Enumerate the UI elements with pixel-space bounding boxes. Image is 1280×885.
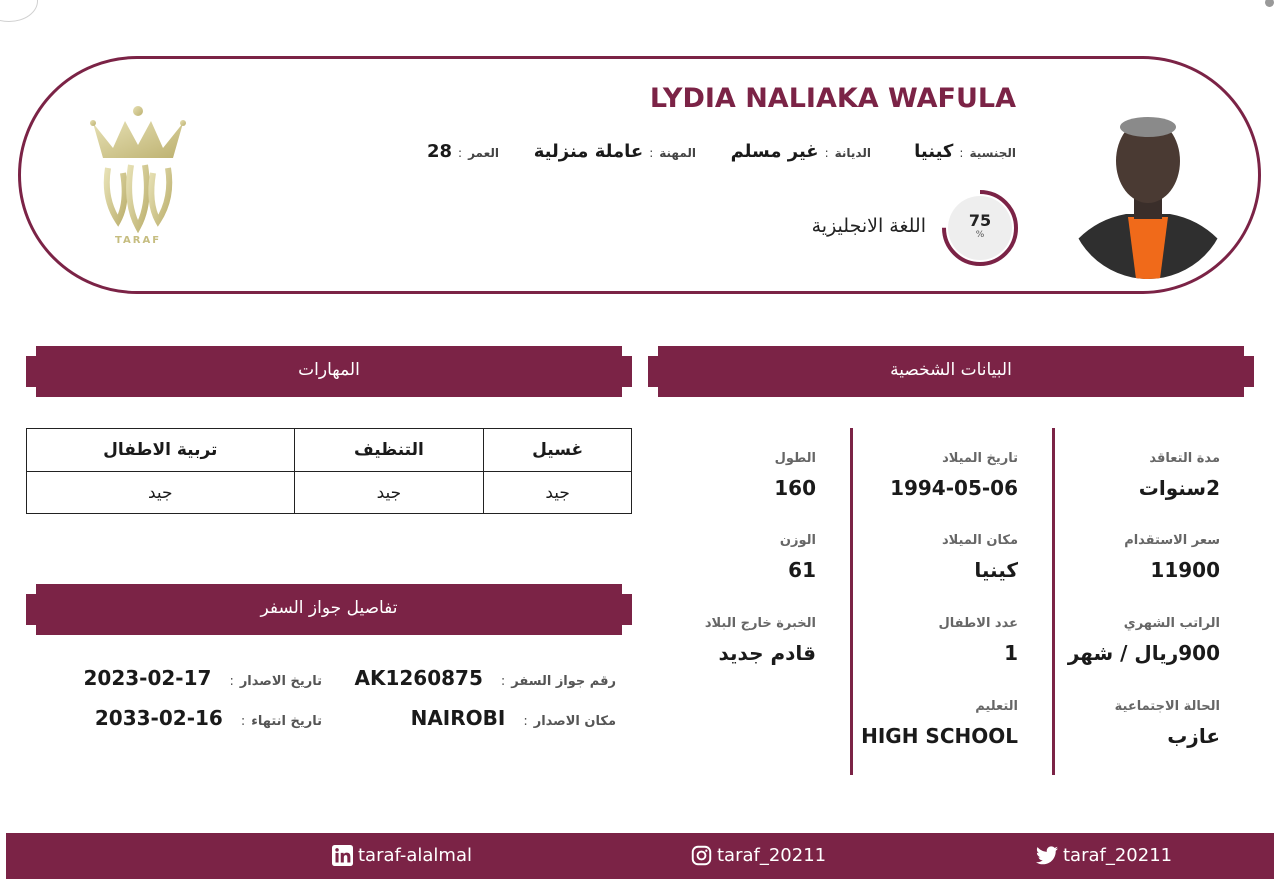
age-label: العمر <box>468 146 499 160</box>
weight <box>780 533 816 582</box>
issue-date-label: تاريخ الاصدار <box>239 674 322 689</box>
field-label: مكان الميلاد <box>941 533 1018 548</box>
skill-childcare-level: جيد <box>27 472 295 514</box>
field-label: التعليم <box>975 699 1018 714</box>
skills-banner <box>26 346 632 397</box>
column-divider <box>850 428 853 775</box>
field-label: الحالة الاجتماعية <box>1114 699 1220 714</box>
field-label: الخبرة خارج البلاد <box>704 616 816 631</box>
profile-header-card <box>18 56 1261 294</box>
birth-date <box>890 451 1018 500</box>
field-value: قادم جديد <box>718 641 816 665</box>
column-divider <box>1052 428 1055 775</box>
language-progress-ring <box>939 187 1021 269</box>
language-percent: 75 <box>968 211 992 230</box>
passport-issue-date: تاريخ الاصدار : 2023-02-17 <box>83 666 322 690</box>
contract-duration <box>1139 451 1220 500</box>
education <box>861 699 1018 748</box>
expiry-date-value: 2033-02-16 <box>94 706 223 730</box>
passport-banner <box>26 584 632 635</box>
issue-place-label: مكان الاصدار <box>533 714 616 729</box>
passport-expiry-date: تاريخ انتهاء : 2033-02-16 <box>94 706 322 730</box>
linkedin-handle: taraf-alalmal <box>358 845 472 866</box>
expiry-date-label: تاريخ انتهاء <box>251 714 322 729</box>
scrollbar-thumb[interactable] <box>1265 0 1274 7</box>
children-count <box>939 616 1019 665</box>
footer <box>6 833 1274 879</box>
skill-childcare: تربية الاطفال <box>27 429 295 472</box>
linkedin-link[interactable] <box>332 845 472 866</box>
field-value: كينيا <box>974 558 1018 582</box>
passport-number: رقم جواز السفر : AK1260875 <box>354 666 616 690</box>
field-value: 11900 <box>1150 558 1220 582</box>
profession-label: المهنة <box>659 146 696 160</box>
profession-value: عاملة منزلية <box>533 141 644 162</box>
passport-number-label: رقم جواز السفر <box>511 674 616 689</box>
table-row <box>27 429 632 472</box>
profession-info <box>534 141 696 162</box>
issue-date-value: 2023-02-17 <box>83 666 212 690</box>
field-label: الراتب الشهري <box>1123 616 1220 631</box>
issue-place-value: NAIROBI <box>410 706 506 730</box>
twitter-link[interactable] <box>1036 845 1172 866</box>
experience-abroad <box>705 616 816 665</box>
taraf-logo <box>83 103 193 251</box>
colon: : <box>458 146 463 160</box>
field-label: تاريخ الميلاد <box>942 451 1018 466</box>
passport-title: تفاصيل جواز السفر <box>260 598 398 618</box>
corner-decoration <box>0 0 38 22</box>
nationality-value: كينيا <box>914 141 954 162</box>
table-row <box>27 472 632 514</box>
instagram-handle: taraf_20211 <box>717 845 827 866</box>
personal-data-banner <box>648 346 1254 397</box>
colon: : <box>649 146 654 160</box>
colon: : <box>824 146 829 160</box>
twitter-icon <box>1036 846 1058 865</box>
field-value: 900ريال / شهر <box>1067 641 1220 665</box>
passport-issue-place: مكان الاصدار : NAIROBI <box>410 706 616 730</box>
recruitment-price <box>1124 533 1220 582</box>
age-info <box>427 141 499 162</box>
field-value: 1994-05-06 <box>890 476 1018 500</box>
personal-data-title: البيانات الشخصية <box>890 360 1012 380</box>
field-value: 1 <box>1004 641 1018 665</box>
field-value: HIGH SCHOOL <box>861 724 1018 748</box>
field-value: 160 <box>774 476 816 500</box>
field-label: عدد الاطفال <box>938 616 1018 631</box>
field-label: الطول <box>774 451 816 466</box>
twitter-handle: taraf_20211 <box>1063 845 1173 866</box>
field-value: 2سنوات <box>1138 476 1220 500</box>
percent-unit: % <box>975 230 985 240</box>
field-label: سعر الاستقدام <box>1124 533 1220 548</box>
marital-status <box>1115 699 1220 748</box>
nationality-label: الجنسية <box>969 146 1016 160</box>
religion-label: الديانة <box>834 146 871 160</box>
instagram-icon <box>691 845 712 866</box>
skill-washing: غسيل <box>484 429 632 472</box>
instagram-link[interactable] <box>691 845 826 866</box>
birth-place <box>942 533 1018 582</box>
field-label: مدة التعاقد <box>1149 451 1220 466</box>
field-value: 61 <box>788 558 816 582</box>
height <box>774 451 816 500</box>
nationality-info <box>914 141 1016 162</box>
field-value: عازب <box>1167 724 1220 748</box>
field-label: الوزن <box>779 533 816 548</box>
skill-cleaning: التنظيف <box>294 429 484 472</box>
religion-info <box>731 141 871 162</box>
skills-table <box>26 428 632 514</box>
colon: : <box>959 146 964 160</box>
passport-number-value: AK1260875 <box>354 666 483 690</box>
age-value: 28 <box>426 141 453 162</box>
linkedin-icon <box>332 845 353 866</box>
skills-title: المهارات <box>298 360 360 380</box>
worker-photo <box>1068 109 1228 279</box>
language-label: اللغة الانجليزية <box>811 215 926 237</box>
logo-text: TARAF <box>114 235 162 246</box>
skill-cleaning-level: جيد <box>294 472 484 514</box>
monthly-salary <box>1068 616 1220 665</box>
worker-name: LYDIA NALIAKA WAFULA <box>649 83 1016 114</box>
religion-value: غير مسلم <box>730 141 819 162</box>
skill-washing-level: جيد <box>484 472 632 514</box>
